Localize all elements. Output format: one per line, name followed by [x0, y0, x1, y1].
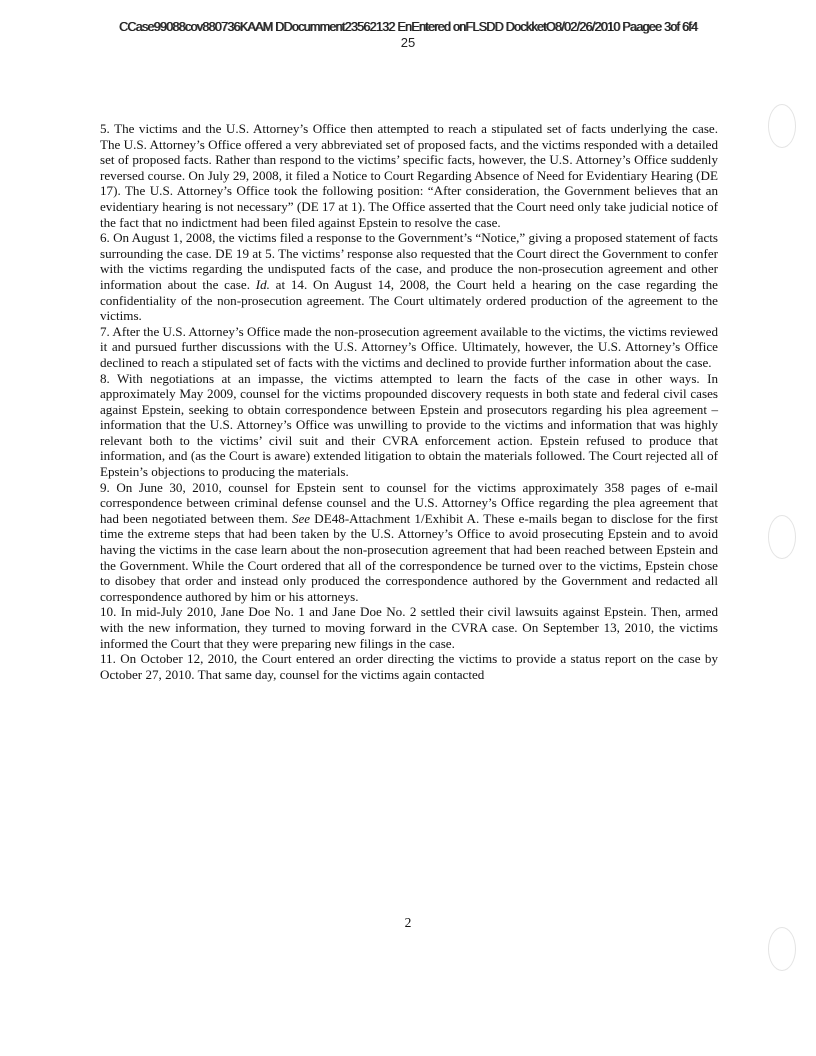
paragraph-7 [100, 324, 718, 371]
paragraph-text: 7. After the U.S. Attorney’s Office made the non-prosecution agreement available to the victims, the victims reviewed it and pursued further discussions with the U.S. Attorney’s Office. Ultimately, however, the U.S. Attorney’s Office declined to reach a stipulated set of facts with the victims and declined to provide further information about the case. [100, 323, 718, 370]
paragraph-5 [100, 121, 718, 230]
paragraph-9 [100, 480, 718, 605]
paragraph-6 [100, 230, 718, 324]
paragraph-10 [100, 604, 718, 651]
paragraph-text: 5. The victims and the U.S. Attorney’s Office then attempted to reach a stipulated set of facts underlying the case. The U.S. Attorney’s Office offered a very abbreviated set of proposed facts, and the victims responded with a detailed set of proposed facts. Rather than respond to the victims’ specific facts, however, the U.S. Attorney’s Office suddenly reversed course. On July 29, 2008, it filed a Notice to Court Regarding Absence of Need for Evidentiary Hearing (DE 17). The U.S. Attorney’s Office took the following position: “After consideration, the Government believes that an evidentiary hearing is not necessary” (DE 17 at 1). The Office asserted that the Court need only take judicial notice of the fact that no indictment had been filed against Epstein to resolve the case. [100, 121, 718, 230]
paragraph-text: 9. On June 30, 2010, counsel for Epstein sent to counsel for the victims approximately 358 pages of e-mail correspondence between criminal defense counsel and the U.S. Attorney’s Office regarding the plea agreement that had been negotiated between them. [100, 479, 718, 526]
paragraph-text: 8. With negotiations at an impasse, the victims attempted to learn the facts of the case in other ways. In approximately May 2009, counsel for the victims propounded discovery requests in both state and federal civil cases against Epstein, seeking to obtain correspondence between Epstein and prosecutors regarding his plea agreement – information that the U.S. Attorney’s Office was unwilling to provide to the victims and information that was highly relevant both to the victims’ civil suit and their CVRA enforcement action. Epstein refused to produce that information, and (as the Court is aware) extended litigation to obtain the materials followed. The Court rejected all of Epstein’s objections to producing the materials. [100, 370, 718, 480]
case-filing-stamp: CCase99088cov880736KAAM DDocumment23562132 EnEntered onFLSDD DockketO8/02/26/2010 Paagee 3of 6f4 [118, 20, 698, 34]
paragraph-text: at 14. On August 14, 2008, the Court held a hearing on the case regarding the confidentiality of the non-prosecution agreement. The Court ultimately ordered production of the agreement to the victims. [100, 276, 718, 324]
paragraph-8 [100, 371, 718, 480]
citation-id: Id. [255, 276, 270, 292]
case-header [0, 20, 816, 50]
citation-see: See [291, 510, 311, 526]
document-body [100, 121, 718, 682]
punch-hole-mark [768, 104, 796, 148]
header-page-number: 25 [400, 35, 416, 50]
paragraph-11 [100, 651, 718, 682]
punch-hole-mark [768, 515, 796, 559]
paragraph-text: 11. On October 12, 2010, the Court entered an order directing the victims to provide a status report on the case by October 27, 2010. That same day, counsel for the victims again contacted [100, 651, 718, 682]
footer-page-number: 2 [404, 915, 412, 930]
paragraph-text: 6. On August 1, 2008, the victims filed a response to the Government’s “Notice,” giving a proposed statement of facts surrounding the case. DE 19 at 5. The victims’ response also requested that the Court direct the Government to confer with the victims regarding the undisputed facts of the case, and produce the non-prosecution agreement and other information about the case. [100, 230, 718, 292]
punch-hole-mark [768, 927, 796, 971]
paragraph-text: DE48-Attachment 1/Exhibit A. These e-mails began to disclose for the first time the extreme steps that had been taken by the U.S. Attorney’s Office to avoid prosecuting Epstein and to avoid having the victims in the case learn about the non-prosecution agreement that had been reached between Epstein and the Government. While the Court ordered that all of the correspondence be turned over to the victims, Epstein chose to disobey that order and instead only produced the correspondence authored by the Government and redacted all correspondence authored by him or his attorneys. [100, 510, 718, 604]
paragraph-text: 10. In mid-July 2010, Jane Doe No. 1 and Jane Doe No. 2 settled their civil lawsuits against Epstein. Then, armed with the new information, they turned to moving forward in the CVRA case. On September 13, 2010, the victims informed the Court that they were preparing new filings in the case. [100, 604, 718, 651]
